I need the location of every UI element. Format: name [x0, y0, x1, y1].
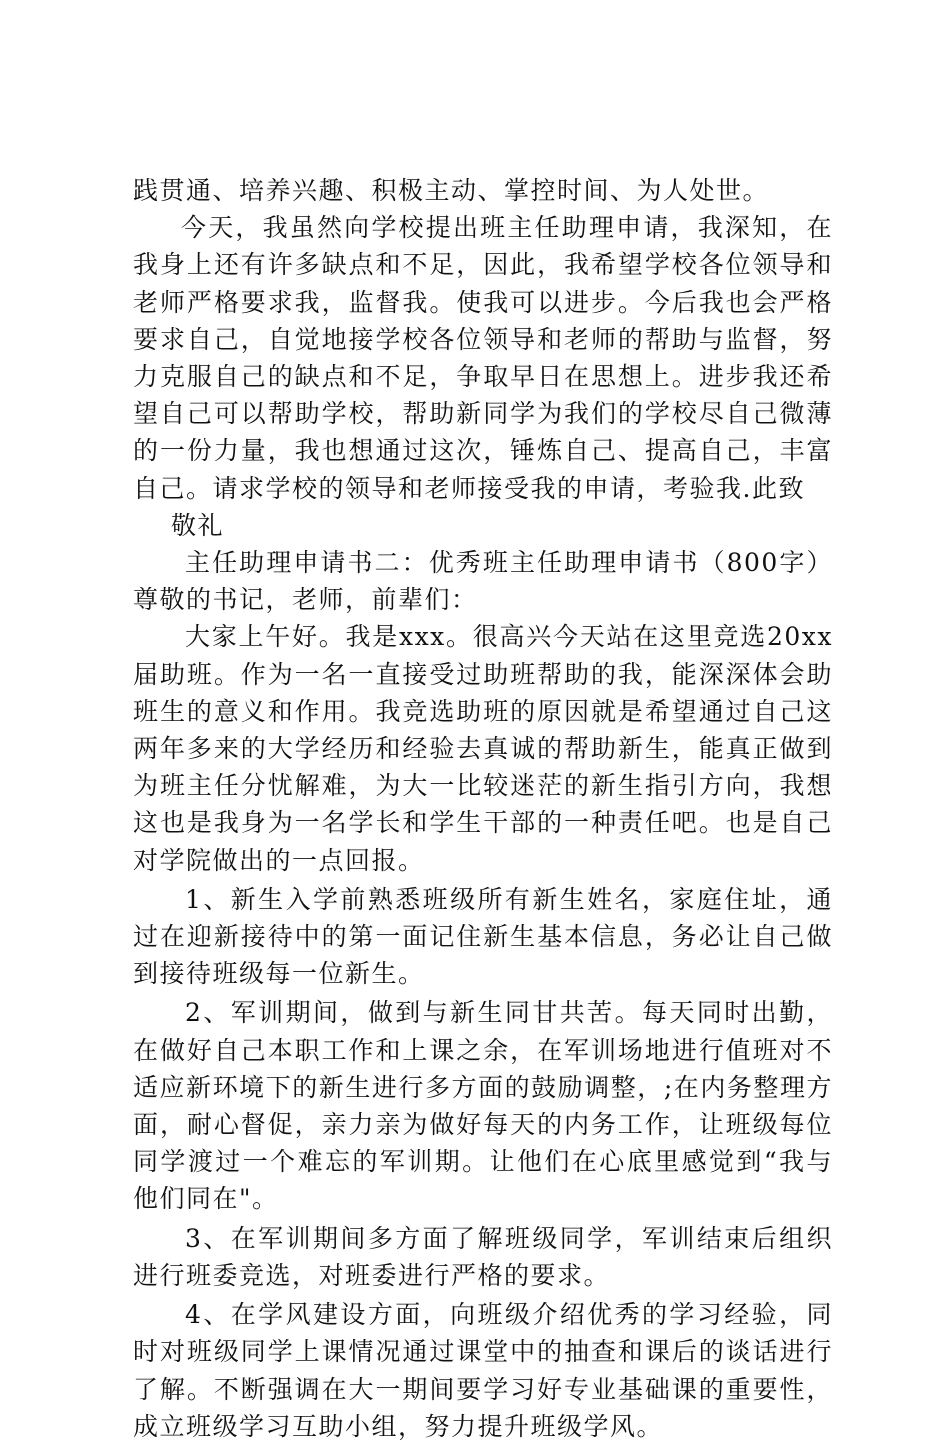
document-body: [133, 172, 833, 1445]
paragraph-second-letter-heading: 主任助理申请书二：优秀班主任助理申请书（800字）尊敬的书记，老师，前辈们：: [133, 548, 833, 615]
paragraph-application-statement: 今天，我虽然向学校提出班主任助理申请，我深知，在我身上还有许多缺点和不足，因此，我希望学校各位领导和老师严格要求我，监督我。使我可以进步。今后我也会严格要求自己，自觉地接学校各位领导和老师的帮助与监督，努力克服自己的缺点和不足，争取早日在思想上。进步我还希望自己可以帮助学校，帮助新同学为我们的学校尽自己微薄的一份力量，我也想通过这次，锤炼自己、提高自己，丰富自己。请求学校的领导和老师接受我的申请，考验我.此致: [133, 213, 833, 503]
paragraph-item-2: 2、军训期间，做到与新生同甘共苦。每天同时出勤，在做好自己本职工作和上课之余，在军训场地进行值班对不适应新环境下的新生进行多方面的鼓励调整，;在内务整理方面，耐心督促，亲力亲为做好每天的内务工作，让班级每位同学渡过一个难忘的军训期。让他们在心底里感觉到“我与他们同在"。: [133, 998, 833, 1214]
paragraph-salutation: 敬礼: [171, 510, 225, 540]
paragraph-item-1: 1、新生入学前熟悉班级所有新生姓名，家庭住址，通过在迎新接待中的第一面记住新生基本信息，务必让自己做到接待班级每一位新生。: [133, 884, 833, 989]
paragraph-continuation: 践贯通、培养兴趣、积极主动、掌控时间、为人处世。: [133, 176, 770, 205]
paragraph-introduction: 大家上午好。我是xxx。很高兴今天站在这里竞选20xx届助班。作为一名一直接受过助班帮助的我，能深深体会助班生的意义和作用。我竞选助班的原因就是希望通过自己这两年多来的大学经历和经验去真诚的帮助新生，能真正做到为班主任分忧解难，为大一比较迷茫的新生指引方向，我想这也是我身为一名学长和学生干部的一种责任吧。也是自己对学院做出的一点回报。: [133, 622, 833, 875]
paragraph-item-4: 4、在学风建设方面，向班级介绍优秀的学习经验，同时对班级同学上课情况通过课堂中的抽查和课后的谈话进行了解。不断强调在大一期间要学习好专业基础课的重要性，成立班级学习互助小组，努力提升班级学风。: [133, 1300, 833, 1441]
paragraph-item-3: 3、在军训期间多方面了解班级同学，军训结束后组织进行班委竞选，对班委进行严格的要求。: [133, 1223, 833, 1290]
